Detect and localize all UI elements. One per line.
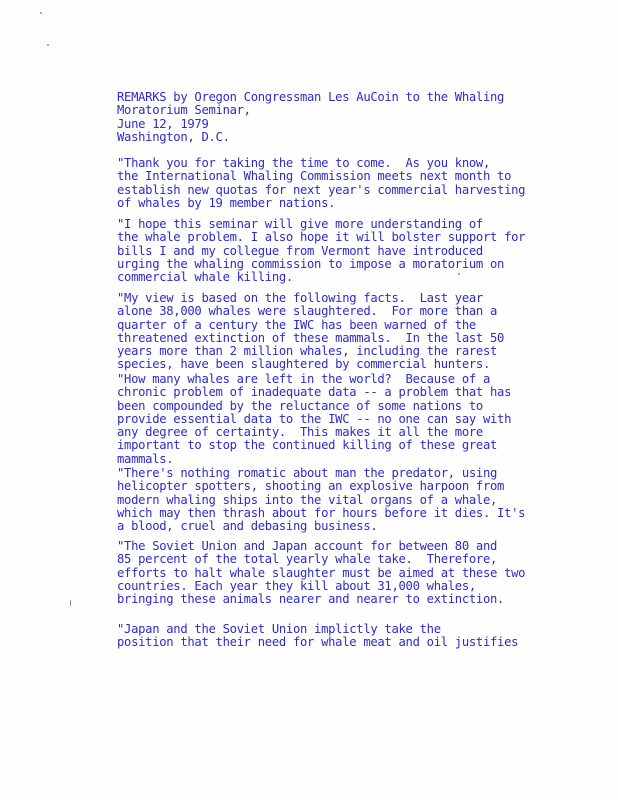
paragraph: "Thank you for taking the time to come. As you know, the International Whaling Commission meets next month to establish new quotas for next year's commercial harvesting of whales by 19 member nations. xyxy=(117,156,526,210)
paragraph: "How many whales are left in the world? Because of a chronic problem of inadequate data -- a problem that has been compounded by the reluctance of some nations to provide essential data to the IWC -- no one can say with any degree of certainty. This makes it all the more important to stop the continued killing of these great mammals. xyxy=(117,372,512,466)
paper-speck xyxy=(40,12,42,14)
header-date: June 12, 1979 xyxy=(117,117,209,131)
paragraph: "The Soviet Union and Japan account for between 80 and 85 percent of the total yearly whale take. Therefore, efforts to halt whale slaughter must be aimed at these two countries. Each year they kill about 31,000 whales, bringing these animals nearer and nearer to extinction. xyxy=(117,539,526,607)
header-location: Washington, D.C. xyxy=(117,130,230,144)
paragraph: "There's nothing romatic about man the predator, using helicopter spotters, shooting an explosive harpoon from modern whaling ships into the vital organs of a whale, which may then thrash about for hours before it dies. It's a blood, cruel and debasing business. xyxy=(117,466,526,534)
paragraph: "Japan and the Soviet Union implictly take the position that their need for whale meat and oil justifies xyxy=(117,622,519,650)
paragraph: "My view is based on the following facts. Last year alone 38,000 whales were slaughtered. For more than a quarter of a century the IWC has been warned of the threatened extinction of these mammals. In the last 50 years more than 2 million whales, including the rarest species, have been slaughtered by commercial hunters. xyxy=(117,291,505,372)
paper-speck xyxy=(47,44,49,46)
header-line-1: REMARKS by Oregon Congressman Les AuCoin to the Whaling xyxy=(117,90,505,104)
paper-speck xyxy=(70,600,71,606)
paragraph: "I hope this seminar will give more understanding of the whale problem. I also hope it will bolster support for bills I and my collegue from Vermont have introduced urging the whaling commission to impose a moratorium on commercial whale killing. xyxy=(117,217,526,285)
header-line-2: Moratorium Seminar, xyxy=(117,103,251,117)
